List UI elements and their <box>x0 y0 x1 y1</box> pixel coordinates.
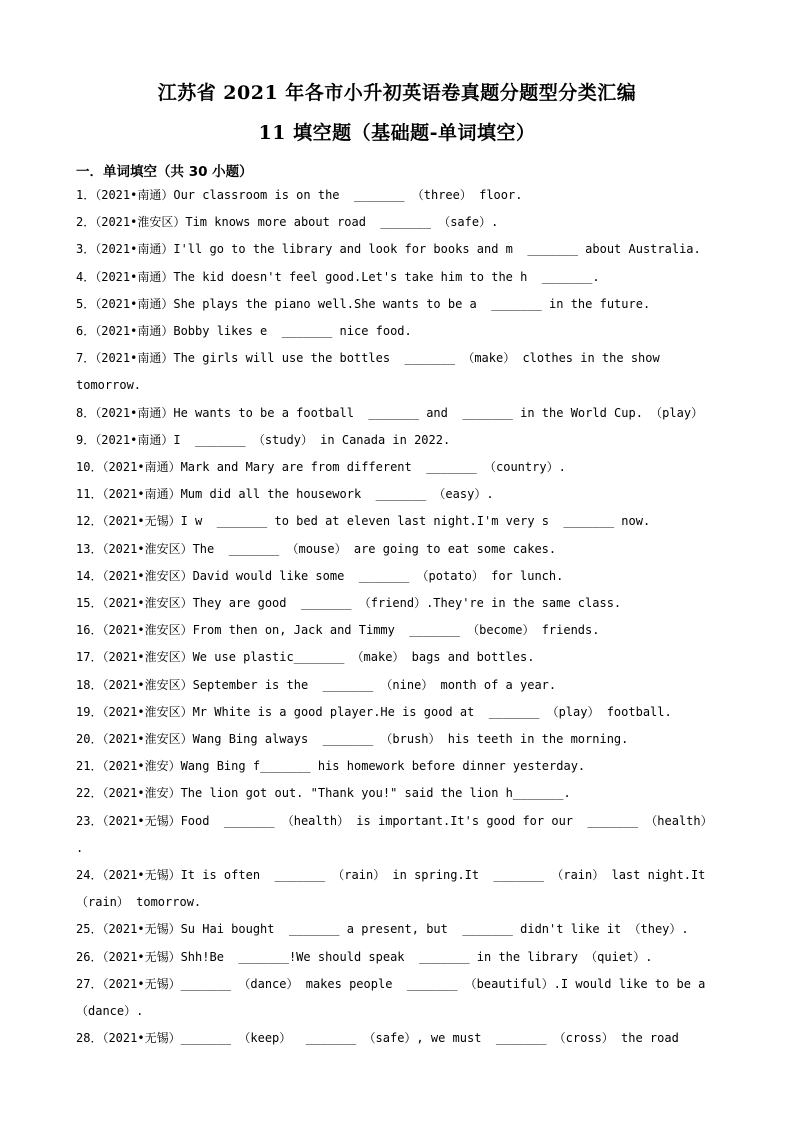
question-item: 10．（2021•南通）Mark and Mary are from different _______ （country）. <box>76 460 566 475</box>
question-item: 7．（2021•南通）The girls will use the bottles _______ （make） clothes in the show tomorrow. <box>76 351 667 393</box>
question-item: 23．（2021•无锡）Food _______ （health） is important.It's good for our _______ （health） . <box>76 813 713 855</box>
question-item: 24．（2021•无锡）It is often _______ （rain） in spring.It _______ （rain） last night.It （rain） tomorrow. <box>76 868 706 910</box>
question-item: 22．（2021•淮安）The lion got out. "Thank you!" said the lion h_______. <box>76 786 571 801</box>
question-item: 28．（2021•无锡）_______ （keep） _______ （safe）, we must _______ （cross） the road <box>76 1031 679 1046</box>
question-item: 16．（2021•淮安区）From then on, Jack and Timmy _______ （become） friends. <box>76 623 600 638</box>
question-item: 2．（2021•淮安区）Tim knows more about road _______ （safe）. <box>76 215 499 230</box>
question-item: 8．（2021•南通）He wants to be a football _______ and _______ in the World Cup. （play） <box>76 405 704 420</box>
question-item: 21．（2021•淮安）Wang Bing f_______ his homework before dinner yesterday. <box>76 759 586 774</box>
question-item: 19．（2021•淮安区）Mr White is a good player.He is good at _______ （play） football. <box>76 704 672 719</box>
question-item: 15．（2021•淮安区）They are good _______ （friend）.They're in the same class. <box>76 596 622 611</box>
question-item: 11．（2021•南通）Mum did all the housework _______ （easy）. <box>76 487 494 502</box>
question-list <box>76 182 726 1053</box>
document-subtitle: 11 填空题（基础题-单词填空） <box>258 122 536 144</box>
question-item: 18．（2021•淮安区）September is the _______ （nine） month of a year. <box>76 677 557 692</box>
question-item: 4．（2021•南通）The kid doesn't feel good.Let's take him to the h _______. <box>76 269 600 284</box>
question-item: 3．（2021•南通）I'll go to the library and look for books and m _______ about Australia. <box>76 242 701 257</box>
question-item: 1．（2021•南通）Our classroom is on the _______ （three） floor. <box>76 188 523 202</box>
question-item: 26．（2021•无锡）Shh!Be _______!We should speak _______ in the library （quiet）. <box>76 949 653 964</box>
question-item: 25．（2021•无锡）Su Hai bought _______ a present, but _______ didn't like it （they）. <box>76 922 689 937</box>
question-item: 14．（2021•淮安区）David would like some _______ （potato） for lunch. <box>76 568 564 583</box>
question-item: 6．（2021•南通）Bobby likes e _______ nice food. <box>76 324 412 339</box>
question-item: 17．（2021•淮安区）We use plastic_______ （make） bags and bottles. <box>76 650 535 665</box>
section-heading: 一．单词填空（共 30 小题） <box>76 164 253 180</box>
question-item: 20．（2021•淮安区）Wang Bing always _______ （brush） his teeth in the morning. <box>76 732 629 747</box>
document-title: 江苏省 2021 年各市小升初英语卷真题分题型分类汇编 <box>157 82 637 104</box>
question-item: 27．（2021•无锡）_______ （dance） makes people _______ （beautiful）.I would like to be a （dance）. <box>76 976 706 1019</box>
question-item: 12．（2021•无锡）I w _______ to bed at eleven last night.I'm very s _______ now. <box>76 514 651 529</box>
question-item: 13．（2021•淮安区）The _______ （mouse） are going to eat some cakes. <box>76 541 557 556</box>
question-item: 9．（2021•南通）I _______ （study） in Canada in 2022. <box>76 432 451 447</box>
question-item: 5．（2021•南通）She plays the piano well.She wants to be a _______ in the future. <box>76 296 651 311</box>
